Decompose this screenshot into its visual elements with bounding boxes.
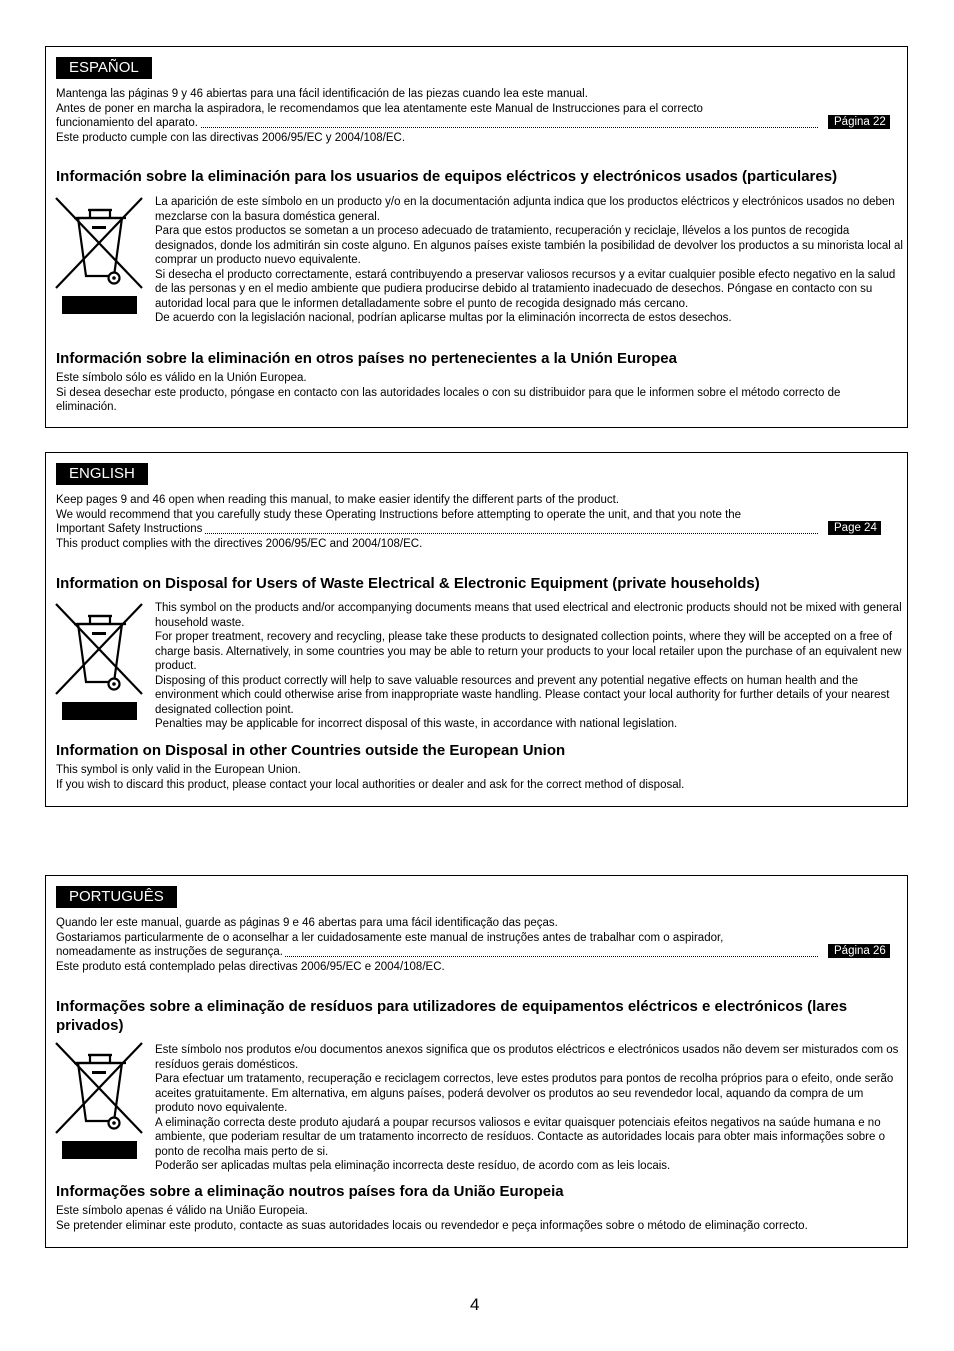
section-espanol	[45, 46, 908, 428]
paragraph: This symbol is only valid in the European Union.	[56, 764, 301, 776]
intro-line-dotted: Important Safety Instructions	[56, 522, 818, 537]
paragraph: Poderão ser aplicadas multas pela eliminação incorrecta deste resíduo, de acordo com as leis locais.	[155, 1160, 671, 1172]
language-label: ESPAÑOL	[56, 57, 152, 79]
section-english	[45, 452, 908, 807]
paragraph: This symbol on the products and/or accompanying documents means that used electrical and electronic products should not be mixed with general household waste.	[155, 602, 902, 629]
intro-line: This product complies with the directives 2006/95/EC and 2004/108/EC.	[56, 537, 423, 550]
paragraph: Este símbolo nos produtos e/ou documentos anexos significa que os produtos eléctricos e electrónicos usados não devem ser misturados com os resíduos gerais domésticos.	[155, 1044, 899, 1071]
section-subheading: Informações sobre a eliminação noutros países fora da União Europeia	[56, 1183, 564, 1200]
paragraph: A eliminação correcta deste produto ajudará a poupar recursos valiosos e evitar quaisquer potenciais efeitos negativos na saúde humana e no ambiente, que poderiam resultar de um tratamento incorrecto de resíduos. Contacte as autoridades locais para obter mais informações sobre o ponto de recolha mais perto de si.	[155, 1116, 885, 1158]
language-label: PORTUGUÊS	[56, 886, 177, 908]
paragraph: Se pretender eliminar este produto, contacte as suas autoridades locais ou revendedor e peça informações sobre o método de eliminação correcto.	[56, 1219, 808, 1232]
intro-line: Keep pages 9 and 46 open when reading this manual, to make easier identify the different parts of the product.	[56, 494, 620, 506]
paragraph: If you wish to discard this product, please contact your local authorities or dealer and ask for the correct method of disposal.	[56, 778, 685, 791]
non-eu-text	[56, 371, 901, 415]
intro-text	[56, 916, 818, 974]
intro-text	[56, 493, 818, 551]
language-label: ENGLISH	[56, 463, 148, 485]
symbol-bar	[62, 1141, 137, 1159]
intro-line: Este produto está contemplado pelas directivas 2006/95/EC e 2004/108/EC.	[56, 960, 445, 973]
paragraph: Este símbolo sólo es válido en la Unión Europea.	[56, 372, 307, 384]
section-heading: Information on Disposal for Users of Waste Electrical & Electronic Equipment (private households)	[56, 575, 760, 592]
crossed-bin-icon	[54, 600, 144, 696]
intro-text	[56, 87, 818, 145]
page-number: 4	[470, 1295, 480, 1314]
non-eu-text	[56, 763, 901, 792]
symbol-bar	[62, 702, 137, 720]
disposal-text	[155, 601, 903, 732]
intro-line: Gostariamos particularmente de o aconselhar a ler cuidadosamente este manual de instruções antes de trabalhar com o aspirador,	[56, 931, 724, 944]
section-heading: Informações sobre a eliminação de resíduos para utilizadores de equipamentos eléctricos e electrónicos (lares privados)	[56, 998, 848, 1034]
paragraph: Si desea desechar este producto, póngase en contacto con las autoridades locales o con su distribuidor para que le informen sobre el método correcto de eliminación.	[56, 386, 841, 413]
section-subheading: Information on Disposal in other Countries outside the European Union	[56, 742, 566, 759]
intro-line: Mantenga las páginas 9 y 46 abiertas para una fácil identificación de las piezas cuando lea este manual.	[56, 88, 588, 100]
disposal-text	[155, 195, 903, 326]
paragraph: Este símbolo apenas é válido na União Europeia.	[56, 1205, 308, 1217]
intro-line: Quando ler este manual, guarde as páginas 9 e 46 abertas para uma fácil identificação das peças.	[56, 917, 558, 929]
weee-symbol	[54, 1039, 140, 1159]
page-reference-badge: Página 22	[828, 115, 890, 129]
intro-line: Antes de poner en marcha la aspiradora, le recomendamos que lea atentamente este Manual de Instrucciones para el correcto	[56, 102, 703, 115]
paragraph: Penalties may be applicable for incorrect disposal of this waste, in accordance with national legislation.	[155, 718, 678, 730]
section-heading: Información sobre la eliminación para los usuarios de equipos eléctricos y electrónicos usados (particulares)	[56, 168, 838, 185]
intro-line: We would recommend that you carefully study these Operating Instructions before attempting to operate the unit, and that you note the	[56, 508, 742, 521]
paragraph: For proper treatment, recovery and recycling, please take these products to designated collection points, where they will be accepted on a free of charge basis. Alternatively, in some countries you may be able to return your products to your local retailer upon the purchase of an equivalent new product.	[155, 631, 902, 672]
paragraph: Para que estos productos se sometan a un proceso adecuado de tratamiento, recuperación y reciclaje, llévelos a los puntos de recogida designados, donde los admitirán sin coste alguno. En algunos países existe también la posibilidad de devolver los productos a su minorista local al comprar un producto nuevo equivalente.	[155, 225, 903, 266]
section-portugues	[45, 875, 908, 1248]
paragraph: De acuerdo con la legislación nacional, podrían aplicarse multas por la eliminación incorrecta de estos desechos.	[155, 312, 732, 324]
weee-symbol	[54, 194, 140, 314]
disposal-text	[155, 1043, 903, 1174]
weee-symbol	[54, 600, 140, 720]
section-subheading: Información sobre la eliminación en otros países no pertenecientes a la Unión Europea	[56, 350, 677, 367]
page-reference-badge: Page 24	[828, 521, 881, 535]
paragraph: Disposing of this product correctly will help to save valuable resources and prevent any potential negative effects on human health and the environment which could otherwise arise from inappropriate waste handling. Please contact your local authority for further details of your nearest designated collection point.	[155, 674, 890, 716]
symbol-bar	[62, 296, 137, 314]
intro-line-dotted: funcionamiento del aparato.	[56, 116, 818, 131]
paragraph: Para efectuar um tratamento, recuperação e reciclagem correctos, leve estes produtos para pontos de recolha próprios para o efeito, onde serão aceites gratuitamente. Em alternativa, em alguns países, poderá devolver os produtos ao seu revendedor local, aquando da compra de um produto novo equivalente.	[155, 1073, 894, 1114]
intro-line-dotted: nomeadamente as instruções de segurança.	[56, 945, 818, 960]
page-reference-badge: Página 26	[828, 944, 890, 958]
crossed-bin-icon	[54, 194, 144, 290]
intro-line: Este producto cumple con las directivas 2006/95/EC y 2004/108/EC.	[56, 131, 406, 144]
crossed-bin-icon	[54, 1039, 144, 1135]
non-eu-text	[56, 1204, 901, 1233]
paragraph: La aparición de este símbolo en un producto y/o en la documentación adjunta indica que los productos eléctricos y electrónicos usados no deben mezclarse con la basura doméstica general.	[155, 196, 895, 223]
paragraph: Si desecha el producto correctamente, estará contribuyendo a preservar valiosos recursos y a evitar cualquier posible efecto negativo en la salud de las personas y en el medio ambiente que pudiera producirse debido al tratamiento inadecuado de desechos. Póngase en contacto con su autoridad local para que le informen detalladamente sobre el punto de recogida designado más cercano.	[155, 268, 896, 310]
